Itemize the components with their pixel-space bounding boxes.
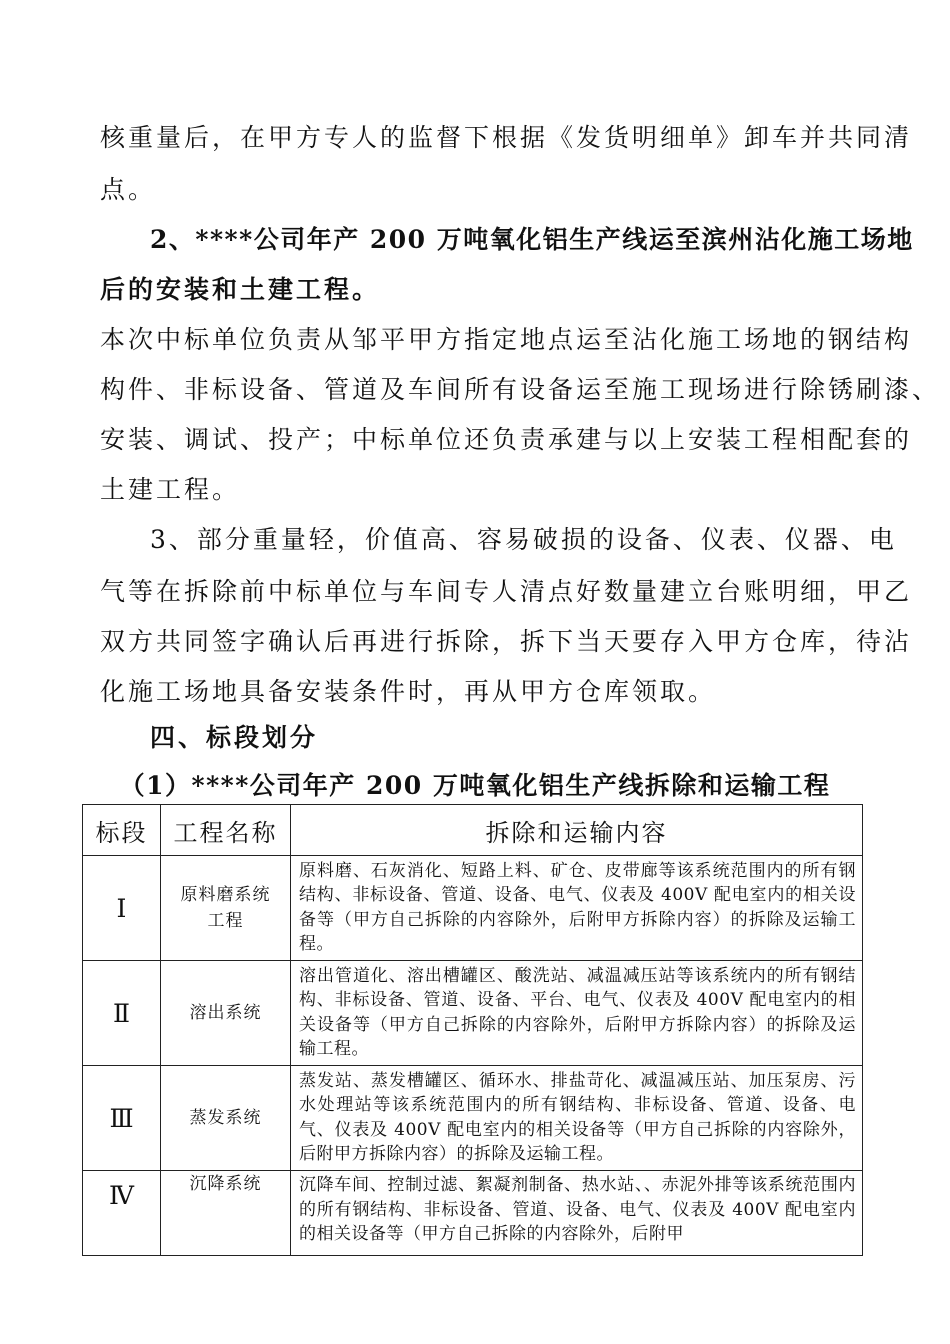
segment-cell: Ⅲ [83,1066,161,1171]
content-cell: 沉降车间、控制过滤、絮凝剂制备、热水站、、赤泥外排等该系统范围内的所有钢结构、非标设备、管道、设备、电气、仪表及 400V 配电室内的相关设备等（甲方自己拆除的内容除外，后附甲 [291,1171,863,1256]
project-name-line: 溶出系统 [189,1003,262,1023]
project-name-cell [161,1066,291,1171]
paragraph-line: 构件、非标设备、管道及车间所有设备运至施工现场进行除锈刷漆、 [100,375,941,404]
table-row [83,961,863,1066]
project-name-line: 工程 [207,911,244,931]
content-cell: 溶出管道化、溶出槽罐区、酸洗站、减温减压站等该系统内的所有钢结构、非标设备、管道、设备、平台、电气、仪表及 400V 配电室内的相关设备等（甲方自己拆除的内容除外，后附甲方拆除内容）的拆除及运输工程。 [291,961,863,1066]
segment-cell: Ⅰ [83,856,161,961]
table-header-row [83,805,863,856]
section-heading-4: 四、标段划分 [150,723,319,752]
segment-cell: Ⅳ [83,1171,161,1256]
paragraph-line: 土建工程。 [100,475,241,504]
project-name-cell [161,961,291,1066]
section-heading-2: 2、****公司年产 200 万吨氧化铝生产线运至滨州沾化施工场地 [150,225,914,254]
paragraph-line: 安装、调试、投产；中标单位还负责承建与以上安装工程相配套的 [100,425,913,454]
table-row [83,1171,863,1256]
paragraph-line: 气等在拆除前中标单位与车间专人清点好数量建立台账明细，甲乙 [100,577,913,606]
segment-cell: Ⅱ [83,961,161,1066]
paragraph-line: 双方共同签字确认后再进行拆除，拆下当天要存入甲方仓库，待沾 [100,627,913,656]
project-name-cell [161,856,291,961]
section-heading-2-cont: 后的安装和土建工程。 [100,275,381,304]
table-row [83,1066,863,1171]
paragraph-line: 本次中标单位负责从邹平甲方指定地点运至沾化施工场地的钢结构 [100,325,913,354]
project-name-line: 蒸发系统 [189,1108,262,1128]
project-name-line: 原料磨系统 [180,885,271,905]
table-row [83,856,863,961]
table-title: （1）****公司年产 200 万吨氧化铝生产线拆除和运输工程 [119,771,831,800]
segment-table [82,804,863,1256]
content-cell: 蒸发站、蒸发槽罐区、循环水、排盐苛化、减温减压站、加压泵房、污水处理站等该系统范围内的所有钢结构、非标设备、管道、设备、电气、仪表及 400V 配电室内的相关设备等（甲方自己拆除的内容除外，后附甲方拆除内容）的拆除及运输工程。 [291,1066,863,1171]
header-segment: 标段 [83,805,161,856]
paragraph-line: 点。 [100,175,157,204]
project-name-cell [161,1171,291,1256]
project-name-line: 沉降系统 [189,1174,262,1194]
header-project-name: 工程名称 [161,805,291,856]
header-content: 拆除和运输内容 [291,805,863,856]
content-cell: 原料磨、石灰消化、短路上料、矿仓、皮带廊等该系统范围内的所有钢结构、非标设备、管道、设备、电气、仪表及 400V 配电室内的相关设备等（甲方自己拆除的内容除外，后附甲方拆除内容）的拆除及运输工程。 [291,856,863,961]
paragraph-line: 3、部分重量轻，价值高、容易破损的设备、仪表、仪器、电 [150,525,897,554]
paragraph-line: 化施工场地具备安装条件时，再从甲方仓库领取。 [100,677,717,706]
paragraph-line: 核重量后，在甲方专人的监督下根据《发货明细单》卸车并共同清 [100,123,913,152]
